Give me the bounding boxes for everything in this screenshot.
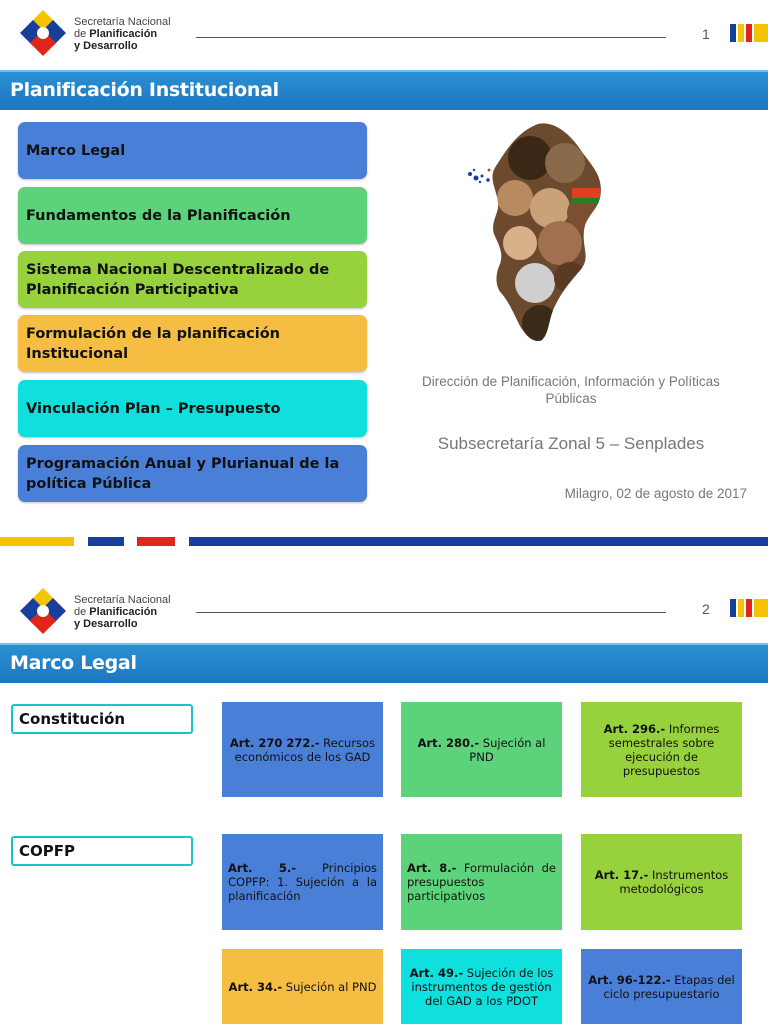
article-description: Sujeción al PND [282, 979, 377, 994]
logo-line-2-bold: Planificación [89, 606, 158, 618]
card-art-8 [401, 834, 562, 930]
card-text [228, 736, 377, 764]
page-number: 2 [702, 601, 710, 617]
card-text [587, 868, 736, 896]
logo-text [74, 594, 171, 630]
header-rule [196, 37, 666, 38]
article-description: Etapas del ciclo presupuestario [603, 972, 735, 1001]
ecuador-flag-icon [730, 599, 768, 617]
menu-item-1[interactable]: Marco Legal [18, 122, 367, 179]
header-rule [196, 612, 666, 613]
article-number: Art. 17.- [594, 868, 649, 882]
card-text [587, 722, 736, 778]
card-art-49 [401, 949, 562, 1024]
direccion-text: Dirección de Planificación, Información y Políticas Públicas [422, 374, 720, 406]
menu-item-4[interactable]: Formulación de la planificación Institucional [18, 315, 367, 372]
card-art-296 [581, 702, 742, 797]
label-constitucion: Constitución [11, 704, 193, 734]
senplades-logo [18, 586, 178, 638]
title-bar [0, 643, 768, 683]
card-text [229, 980, 377, 994]
logo-line-2-prefix: de [74, 28, 90, 40]
logo-line-2-prefix: de [74, 606, 90, 618]
card-art-5 [222, 834, 383, 930]
card-text [407, 736, 556, 764]
article-description: Sujeción de los instrumentos de gestión del GAD a los PDOT [411, 965, 554, 1008]
logo-text [74, 16, 171, 52]
label-copfp: COPFP [11, 836, 193, 866]
logo-line-1: Secretaría Nacional [74, 16, 171, 28]
galapagos-islands [468, 169, 490, 183]
ecuador-flag-icon [730, 24, 768, 42]
card-text [587, 973, 736, 1001]
slide-separator [0, 555, 768, 580]
article-number: Art. 5.- [228, 861, 296, 875]
slide-title: Marco Legal [10, 652, 137, 674]
card-art-280 [401, 702, 562, 797]
logo-line-2-bold: Planificación [89, 28, 158, 40]
article-description: Instrumentos metodológicos [619, 868, 729, 896]
menu-item-5[interactable]: Vinculación Plan – Presupuesto [18, 380, 367, 437]
logo-line-1: Secretaría Nacional [74, 594, 171, 606]
card-text [407, 966, 556, 1008]
article-number: Art. 8.- [407, 861, 457, 875]
title-bar [0, 70, 768, 110]
senplades-emblem-icon [18, 586, 68, 636]
slide-title: Planificación Institucional [10, 79, 279, 101]
senplades-logo [18, 8, 178, 60]
article-number: Art. 34.- [228, 979, 283, 994]
slide-2 [0, 580, 768, 1024]
card-art-17 [581, 834, 742, 930]
article-description: Recursos económicos de los GAD [234, 735, 376, 764]
ecuador-map-collage [460, 118, 620, 344]
article-description: Sujeción al PND [469, 735, 546, 764]
article-number: Art. 280.- [417, 735, 480, 750]
logo-line-3: y Desarrollo [74, 618, 138, 630]
article-description: Principios COPFP: 1. Sujeción a la planificación [228, 861, 377, 903]
article-number: Art. 96-122.- [588, 972, 671, 987]
menu-item-3[interactable]: Sistema Nacional Descentralizado de Planificación Participativa [18, 251, 367, 308]
article-number: Art. 296.- [603, 721, 666, 736]
card-text [407, 861, 556, 903]
card-art-270-272 [222, 702, 383, 797]
article-description: Informes semestrales sobre ejecución de presupuestos [608, 721, 720, 778]
date-text: Milagro, 02 de agosto de 2017 [564, 486, 747, 501]
article-number: Art. 49.- [409, 965, 464, 980]
subsecretaria-text: Subsecretaría Zonal 5 – Senplades [437, 434, 705, 453]
menu-item-6[interactable]: Programación Anual y Plurianual de la política Pública [18, 445, 367, 502]
menu-item-2[interactable]: Fundamentos de la Planificación [18, 187, 367, 244]
article-number: Art. 270 272.- [229, 735, 320, 750]
card-art-96-122 [581, 949, 742, 1024]
article-description: Formulación de presupuestos participativos [407, 861, 557, 903]
card-text [228, 861, 377, 903]
card-art-34 [222, 949, 383, 1024]
logo-line-3: y Desarrollo [74, 40, 138, 52]
page-number: 1 [702, 26, 710, 42]
senplades-emblem-icon [18, 8, 68, 58]
